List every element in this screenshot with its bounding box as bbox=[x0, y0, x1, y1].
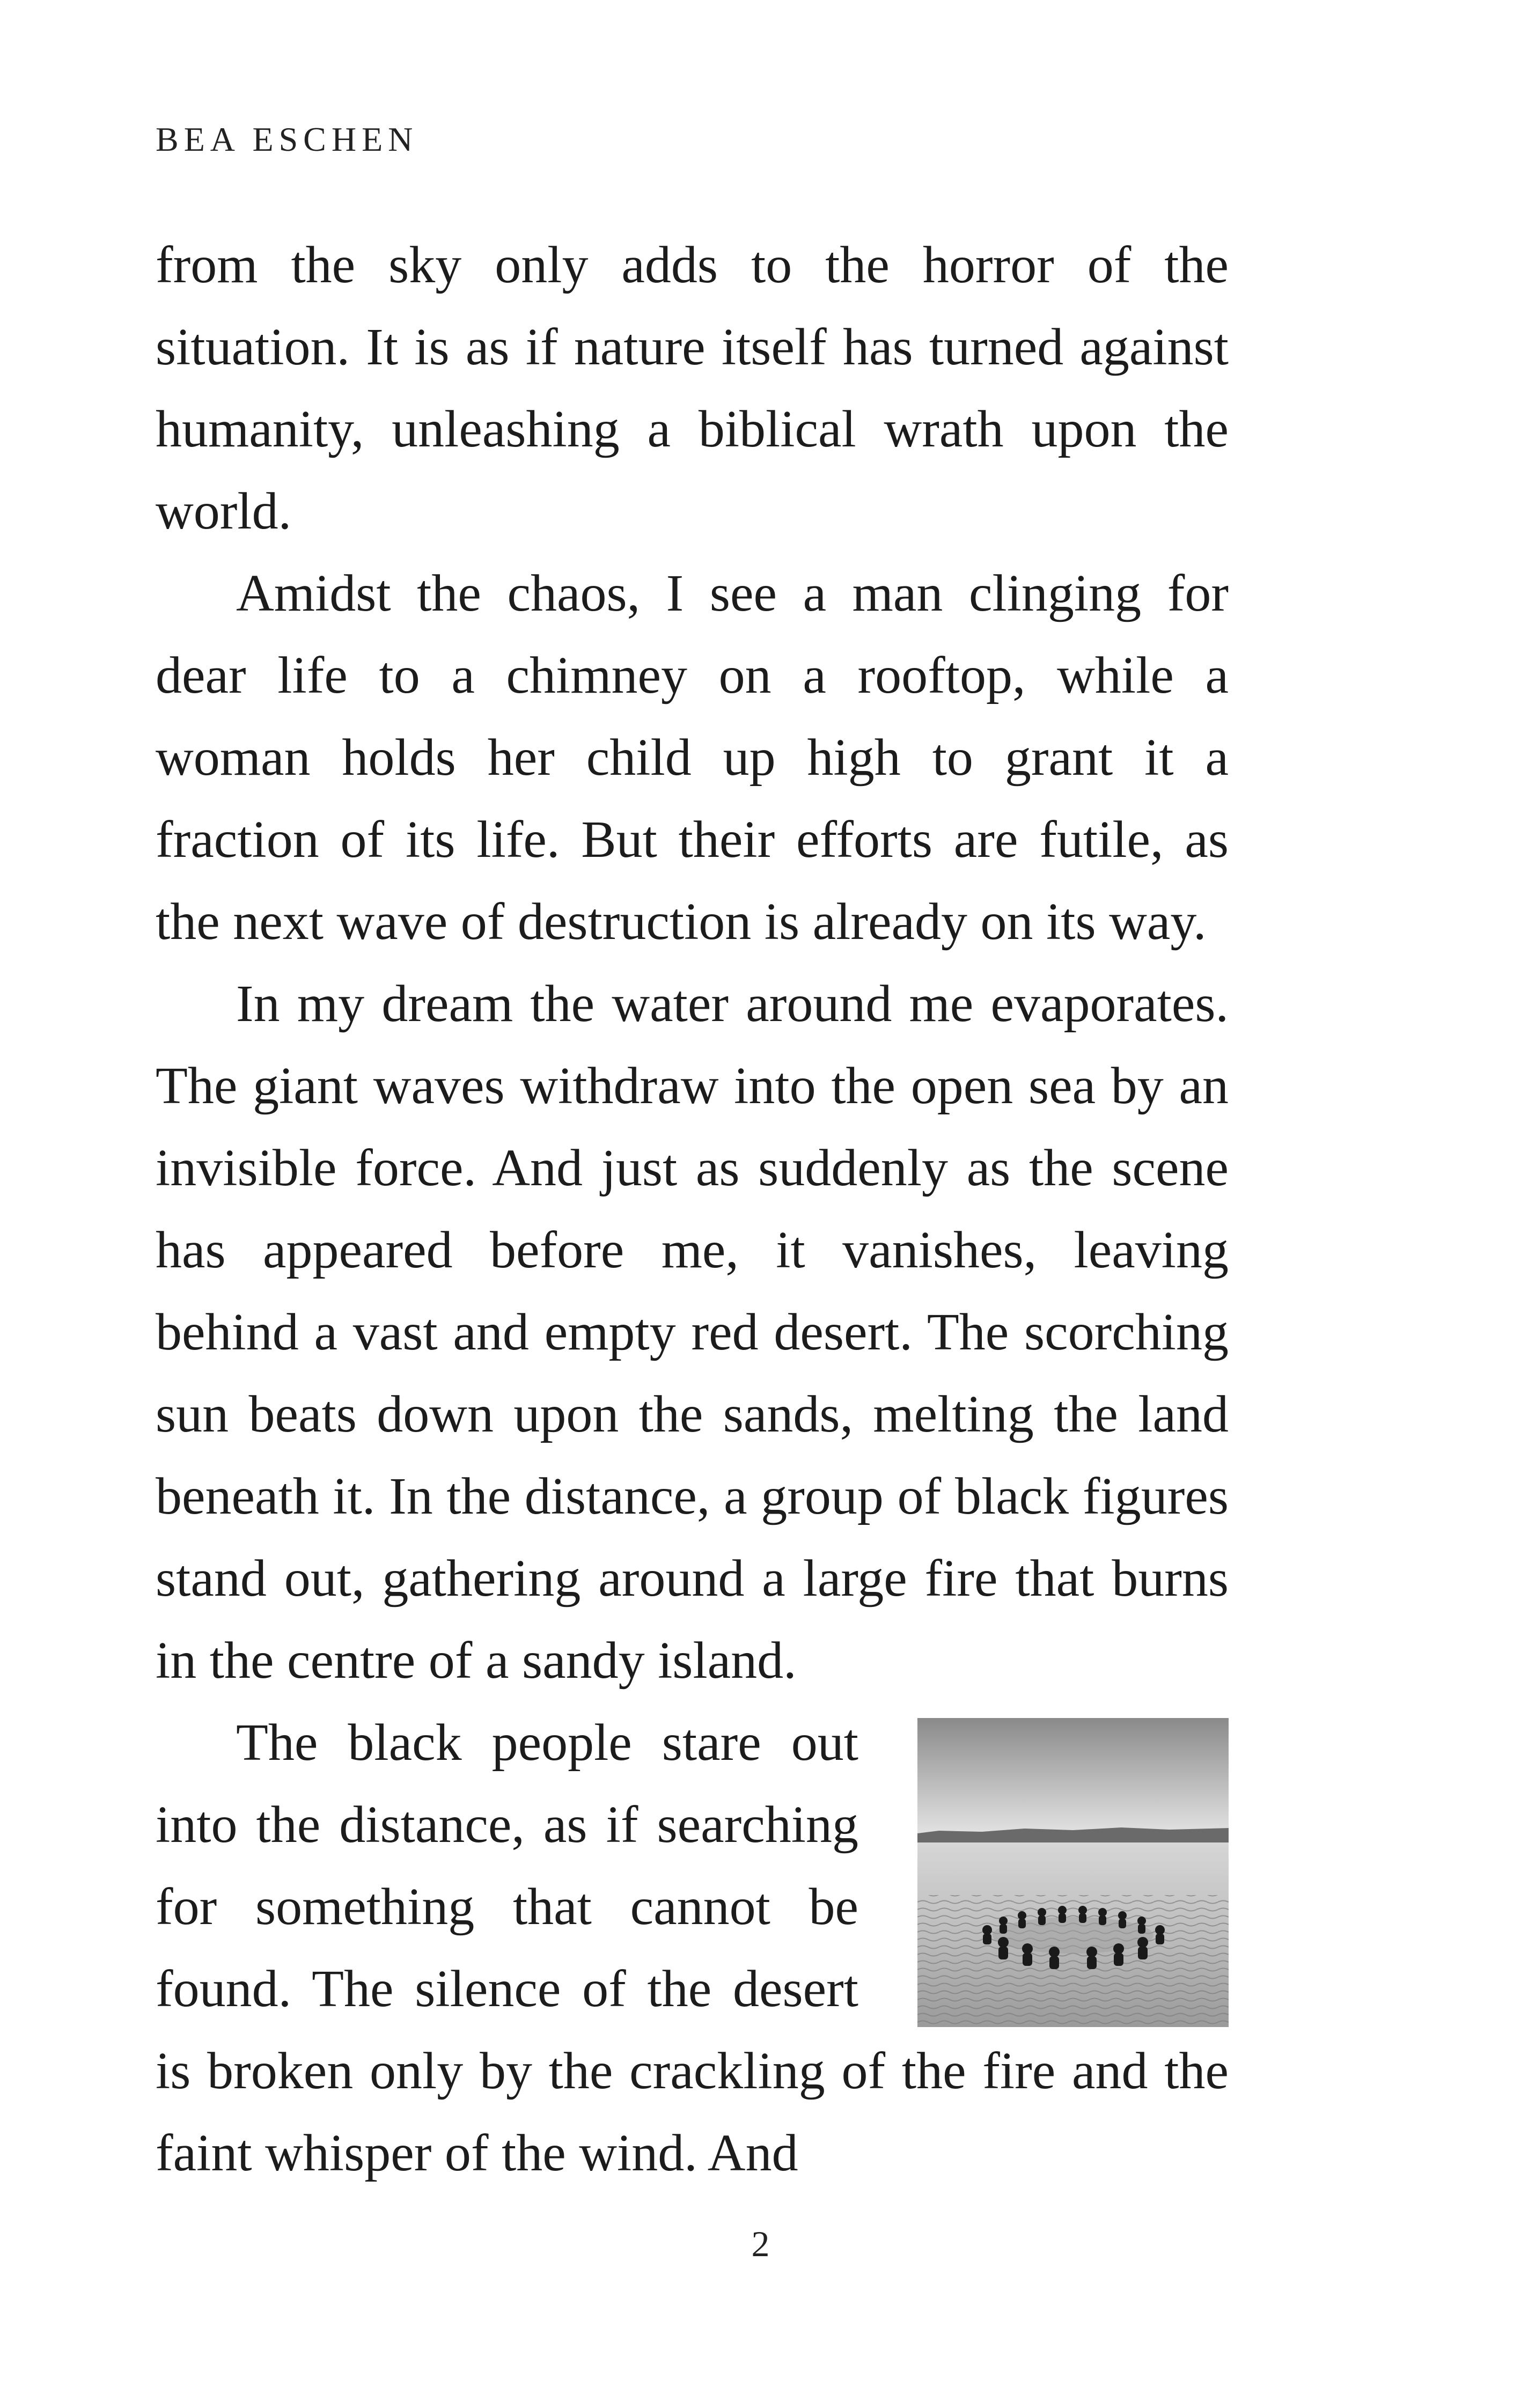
desert-circle-photo bbox=[917, 1718, 1229, 2027]
running-head: BEA ESCHEN bbox=[156, 120, 418, 158]
paragraph: from the sky only adds to the horror of the situation. It is as if nature itself has turned against humanity, unleashing a biblical wrath upon the world. bbox=[156, 236, 1229, 540]
page-number: 2 bbox=[751, 2223, 770, 2264]
body-text bbox=[156, 224, 1229, 2194]
paragraph: In my dream the water around me evaporates. The giant waves withdraw into the open sea by an invisible force. And just as suddenly as the scene has appeared before me, it vanishes, leaving behind a vast and empty red desert. The scorching sun beats down upon the sands, melting the land beneath it. In the distance, a group of black figures stand out, gathering around a large fire that burns in the centre of a sandy island. bbox=[156, 975, 1229, 1690]
paragraph: The black people stare out into the distance, as if searching for something that cannot be found. The silence of the desert is broken only by the crackling of the fire and the faint whisper of the wind. And bbox=[156, 1714, 1229, 2182]
paragraph: Amidst the chaos, I see a man clinging for dear life to a chimney on a rooftop, while a woman holds her child up high to grant it a fraction of its life. But their efforts are futile, as the next wave of destruction is already on its way. bbox=[156, 564, 1229, 951]
